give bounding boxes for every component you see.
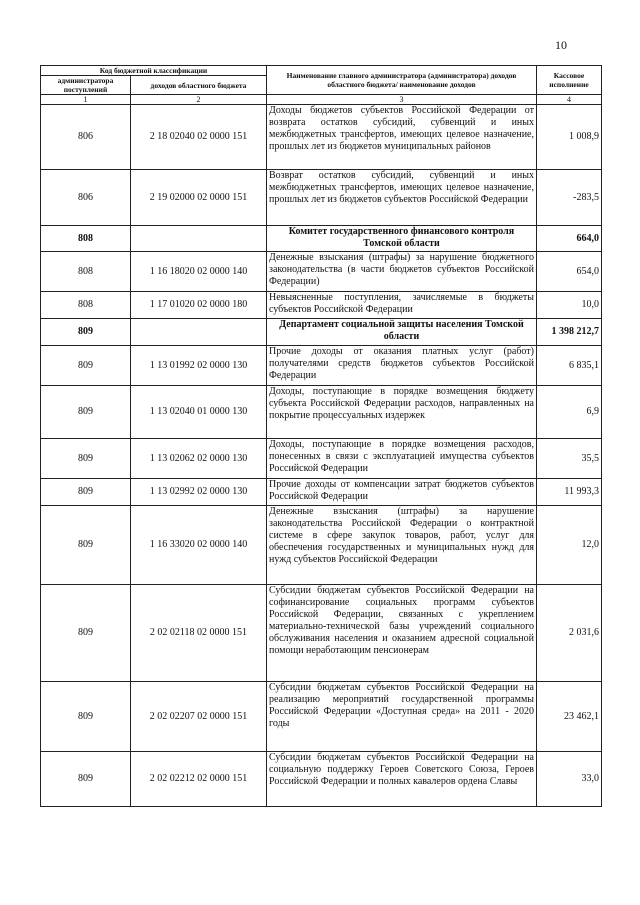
admin-code: 806 <box>41 105 131 170</box>
revenue-name: Прочие доходы от компенсации затрат бюджетов субъектов Российской Федерации <box>267 479 537 506</box>
revenue-code: 2 02 02212 02 0000 151 <box>131 752 267 807</box>
revenue-code: 2 02 02207 02 0000 151 <box>131 682 267 752</box>
table-row <box>41 170 602 226</box>
admin-code: 808 <box>41 226 131 252</box>
name-column-header: Наименование главного администратора (администратора) доходов областного бюджета/ наименование доходов <box>267 66 537 95</box>
revenue-amount: 10,0 <box>537 292 602 319</box>
admin-code: 809 <box>41 506 131 585</box>
table-row <box>41 585 602 682</box>
table-row <box>41 105 602 170</box>
department-total: 1 398 212,7 <box>537 319 602 346</box>
revenue-name: Субсидии бюджетам субъектов Российской Федерации на софинансирование социальных программ субъектов Российской Федерации, связанных с укреплением материально-технической базы учреждений социального обслуживания населения и оказанием адресной социальной помощи неработающим пенсионерам <box>267 585 537 682</box>
revenue-amount: 35,5 <box>537 439 602 479</box>
revenue-code: 2 18 02040 02 0000 151 <box>131 105 267 170</box>
admin-code: 808 <box>41 292 131 319</box>
table-row <box>41 752 602 807</box>
revenue-name: Доходы, поступающие в порядке возмещения расходов, понесенных в связи с эксплуатацией имущества субъектов Российской Федерации <box>267 439 537 479</box>
revenue-amount: 6,9 <box>537 386 602 439</box>
department-name: Комитет государственного финансового контроля Томской области <box>267 226 537 252</box>
revenue-amount: 11 993,3 <box>537 479 602 506</box>
admin-code: 806 <box>41 170 131 226</box>
table-row <box>41 682 602 752</box>
revenue-code: 1 16 33020 02 0000 140 <box>131 506 267 585</box>
revenue-name: Прочие доходы от оказания платных услуг (работ) получателями средств бюджетов субъектов Российской Федерации <box>267 346 537 386</box>
admin-code: 809 <box>41 752 131 807</box>
revenue-amount: 6 835,1 <box>537 346 602 386</box>
admin-code: 809 <box>41 439 131 479</box>
budget-classification-header: Код бюджетной классификации <box>41 66 267 76</box>
table-row <box>41 479 602 506</box>
revenue-amount: 33,0 <box>537 752 602 807</box>
admin-code: 809 <box>41 346 131 386</box>
revenue-code: 1 13 02062 02 0000 130 <box>131 439 267 479</box>
revenue-code <box>131 226 267 252</box>
admin-column-header: администратора поступлений <box>41 76 131 95</box>
column-number: 1 <box>41 95 131 105</box>
revenue-name: Возврат остатков субсидий, субвенций и иных межбюджетных трансфертов, имеющих целевое назначение, прошлых лет из бюджетов субъектов Российской Федерации <box>267 170 537 226</box>
revenue-code: 1 13 02992 02 0000 130 <box>131 479 267 506</box>
table-row <box>41 252 602 292</box>
revenue-code: 2 19 02000 02 0000 151 <box>131 170 267 226</box>
revenue-name: Денежные взыскания (штрафы) за нарушение бюджетного законодательства (в части бюджетов субъектов Российской Федерации) <box>267 252 537 292</box>
column-number: 2 <box>131 95 267 105</box>
department-row <box>41 319 602 346</box>
revenue-amount: 2 031,6 <box>537 585 602 682</box>
revenue-code: 1 13 02040 01 0000 130 <box>131 386 267 439</box>
table-row <box>41 439 602 479</box>
admin-code: 808 <box>41 252 131 292</box>
revenue-code: 1 16 18020 02 0000 140 <box>131 252 267 292</box>
revenue-name: Субсидии бюджетам субъектов Российской Федерации на социальную поддержку Героев Советского Союза, Героев Российской Федерации и полных кавалеров ордена Славы <box>267 752 537 807</box>
department-name: Департамент социальной защиты населения Томской области <box>267 319 537 346</box>
revenue-name: Доходы, поступающие в порядке возмещения бюджету субъекта Российской Федерации расходов, направленных на покрытие процессуальных издержек <box>267 386 537 439</box>
revenue-code: 2 02 02118 02 0000 151 <box>131 585 267 682</box>
code-column-header: доходов областного бюджета <box>131 76 267 95</box>
table-row <box>41 346 602 386</box>
admin-code: 809 <box>41 585 131 682</box>
revenue-code: 1 13 01992 02 0000 130 <box>131 346 267 386</box>
revenue-amount: 1 008,9 <box>537 105 602 170</box>
department-row <box>41 226 602 252</box>
table-row <box>41 386 602 439</box>
admin-code: 809 <box>41 479 131 506</box>
table-row <box>41 292 602 319</box>
revenue-name: Денежные взыскания (штрафы) за нарушение законодательства Российской Федерации о контрактной системе в сфере закупок товаров, работ, услуг для обеспечения государственных и муниципальных нужд для нужд субъектов Российской Федерации <box>267 506 537 585</box>
revenue-table <box>40 65 602 807</box>
column-number: 4 <box>537 95 602 105</box>
revenue-amount: -283,5 <box>537 170 602 226</box>
revenue-name: Субсидии бюджетам субъектов Российской Федерации на реализацию мероприятий государственной программы Российской Федерации «Доступная среда» на 2011 - 2020 годы <box>267 682 537 752</box>
revenue-amount: 654,0 <box>537 252 602 292</box>
revenue-amount: 23 462,1 <box>537 682 602 752</box>
department-total: 664,0 <box>537 226 602 252</box>
page-number: 10 <box>555 38 567 52</box>
revenue-code: 1 17 01020 02 0000 180 <box>131 292 267 319</box>
table-row <box>41 506 602 585</box>
admin-code: 809 <box>41 386 131 439</box>
revenue-amount: 12,0 <box>537 506 602 585</box>
column-number: 3 <box>267 95 537 105</box>
admin-code: 809 <box>41 319 131 346</box>
admin-code: 809 <box>41 682 131 752</box>
revenue-code <box>131 319 267 346</box>
revenue-name: Невыясненные поступления, зачисляемые в бюджеты субъектов Российской Федерации <box>267 292 537 319</box>
revenue-name: Доходы бюджетов субъектов Российской Федерации от возврата остатков субсидий, субвенций и иных межбюджетных трансфертов, имеющих целевое назначение, прошлых лет из бюджетов муниципальных районов <box>267 105 537 170</box>
amount-column-header: Кассовое исполнение <box>537 66 602 95</box>
